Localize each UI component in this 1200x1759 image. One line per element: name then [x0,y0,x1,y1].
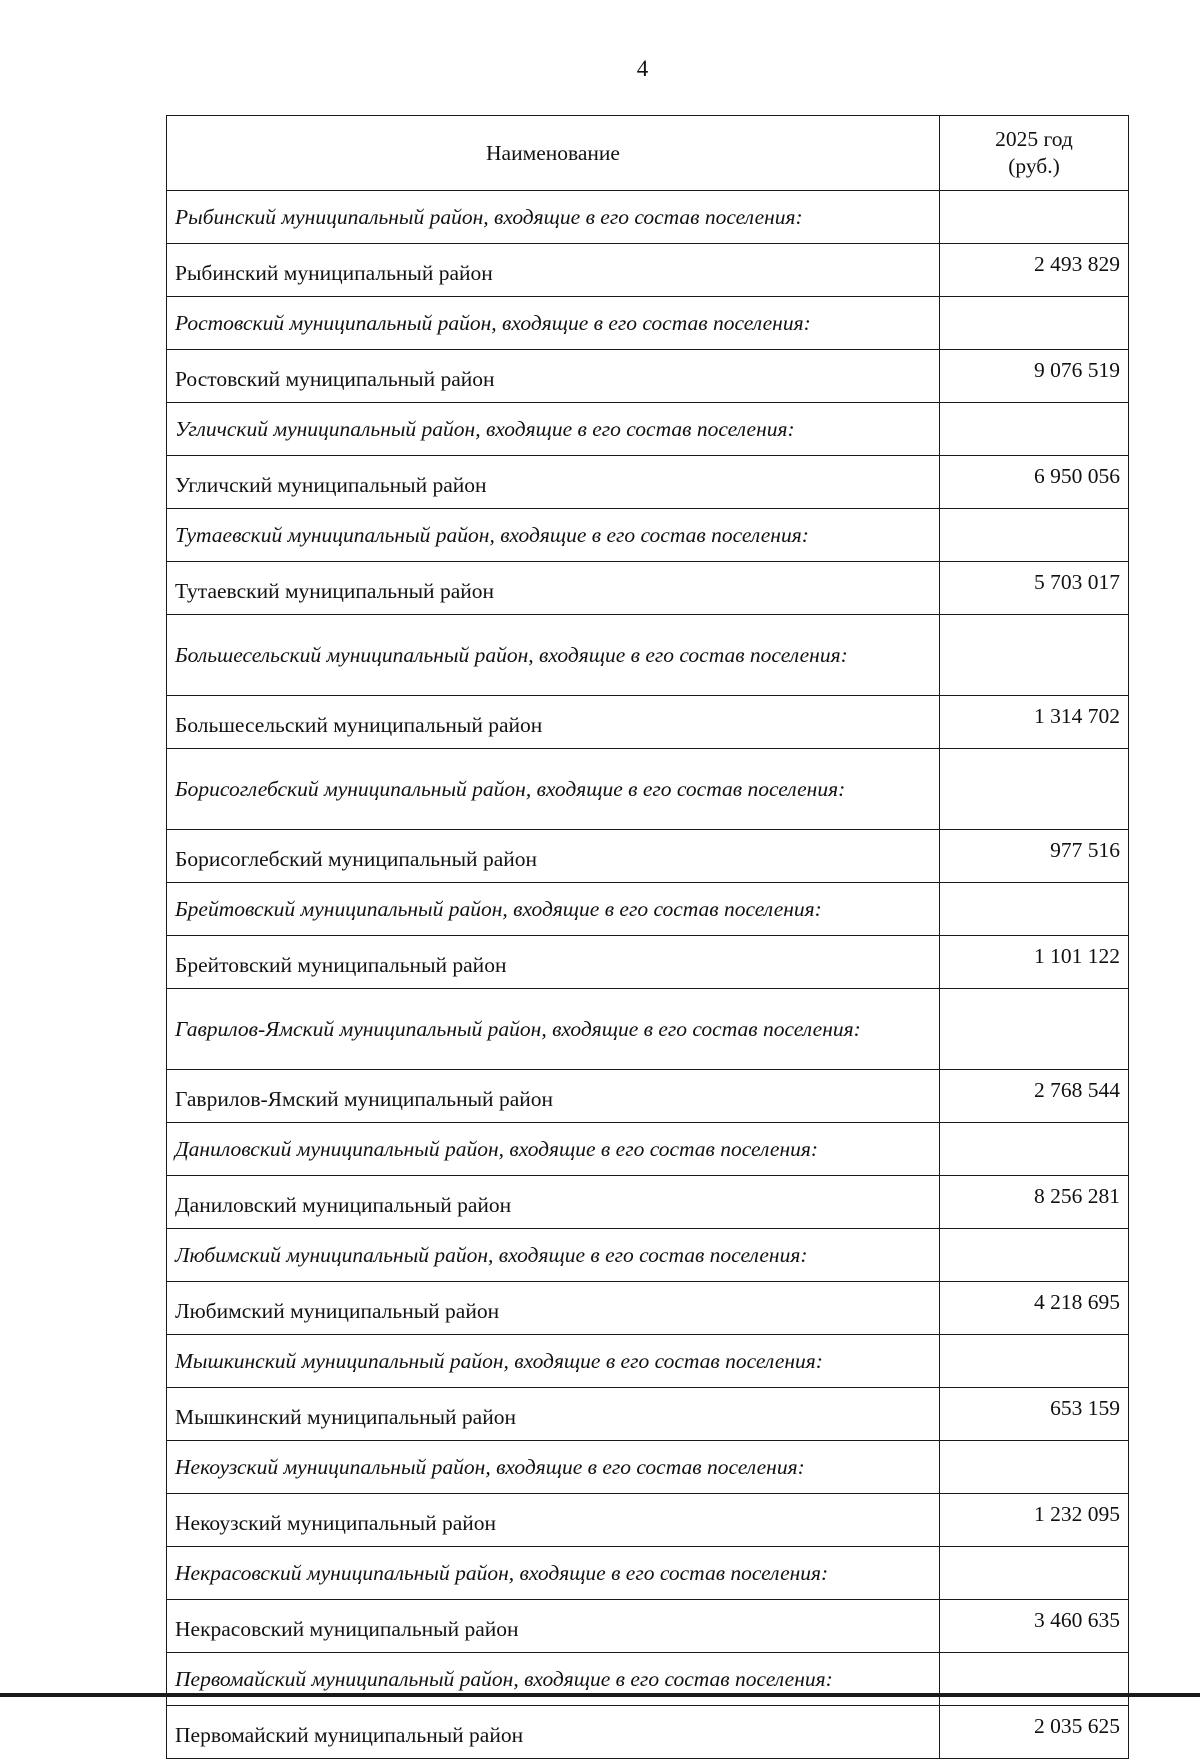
district-name-cell: Борисоглебский муниципальный район [167,830,940,883]
amount-cell: 3 460 635 [940,1600,1129,1653]
amount-cell: 8 256 281 [940,1176,1129,1229]
table-row-group [167,1229,1129,1282]
table-row-group [167,615,1129,696]
table-row-district [167,830,1129,883]
table-row-district [167,562,1129,615]
budget-table [166,115,1129,1759]
table-row-district [167,1706,1129,1759]
amount-cell [940,403,1129,456]
district-name-cell: Угличский муниципальный район [167,456,940,509]
amount-cell [940,615,1129,696]
group-heading-cell: Некрасовский муниципальный район, входящие в его состав поселения: [167,1547,940,1600]
group-heading-cell: Любимский муниципальный район, входящие в его состав поселения: [167,1229,940,1282]
amount-cell: 9 076 519 [940,350,1129,403]
group-heading-cell: Некоузский муниципальный район, входящие в его состав поселения: [167,1441,940,1494]
amount-cell [940,297,1129,350]
amount-cell: 4 218 695 [940,1282,1129,1335]
table-row-group [167,191,1129,244]
district-name-cell: Рыбинский муниципальный район [167,244,940,297]
header-unit: (руб.) [1008,154,1060,178]
amount-cell: 1 101 122 [940,936,1129,989]
district-name-cell: Большесельский муниципальный район [167,696,940,749]
header-name: Наименование [167,116,940,191]
amount-cell [940,749,1129,830]
amount-cell: 1 314 702 [940,696,1129,749]
group-heading-cell: Борисоглебский муниципальный район, входящие в его состав поселения: [167,749,940,830]
group-heading-cell: Ростовский муниципальный район, входящие в его состав поселения: [167,297,940,350]
district-name-cell: Первомайский муниципальный район [167,1706,940,1759]
table-row-group [167,297,1129,350]
header-year: 2025 год [995,127,1073,151]
amount-cell: 2 768 544 [940,1070,1129,1123]
amount-cell: 2 035 625 [940,1706,1129,1759]
amount-cell [940,989,1129,1070]
table-row-group [167,1547,1129,1600]
table-row-district [167,350,1129,403]
district-name-cell: Любимский муниципальный район [167,1282,940,1335]
district-name-cell: Мышкинский муниципальный район [167,1388,940,1441]
page-number: 4 [636,56,649,81]
table-header-row [167,116,1129,191]
group-heading-cell: Первомайский муниципальный район, входящие в его состав поселения: [167,1653,940,1706]
table-row-district [167,1070,1129,1123]
amount-cell: 2 493 829 [940,244,1129,297]
table-row-district [167,1176,1129,1229]
amount-cell: 1 232 095 [940,1494,1129,1547]
table-row-district [167,1600,1129,1653]
table-row-group [167,989,1129,1070]
amount-cell [940,1653,1129,1706]
district-name-cell: Некрасовский муниципальный район [167,1600,940,1653]
district-name-cell: Тутаевский муниципальный район [167,562,940,615]
group-heading-cell: Мышкинский муниципальный район, входящие в его состав поселения: [167,1335,940,1388]
district-name-cell: Гаврилов-Ямский муниципальный район [167,1070,940,1123]
table-row-district [167,456,1129,509]
amount-cell [940,883,1129,936]
scan-edge [0,1693,1200,1697]
table-row-group [167,749,1129,830]
table-body [167,191,1129,1759]
group-heading-cell: Большесельский муниципальный район, входящие в его состав поселения: [167,615,940,696]
table-row-district [167,1282,1129,1335]
amount-cell: 653 159 [940,1388,1129,1441]
district-name-cell: Некоузский муниципальный район [167,1494,940,1547]
table-row-group [167,1441,1129,1494]
table-row-district [167,1388,1129,1441]
amount-cell [940,1335,1129,1388]
table-row-group [167,1123,1129,1176]
table-row-group [167,1335,1129,1388]
amount-cell [940,509,1129,562]
amount-cell [940,191,1129,244]
amount-cell: 977 516 [940,830,1129,883]
table-row-district [167,936,1129,989]
district-name-cell: Ростовский муниципальный район [167,350,940,403]
header-amount [940,116,1129,191]
table-row-district [167,1494,1129,1547]
table-row-group [167,1653,1129,1706]
table-row-group [167,403,1129,456]
group-heading-cell: Угличский муниципальный район, входящие в его состав поселения: [167,403,940,456]
group-heading-cell: Рыбинский муниципальный район, входящие в его состав поселения: [167,191,940,244]
table-row-district [167,696,1129,749]
district-name-cell: Брейтовский муниципальный район [167,936,940,989]
amount-cell: 6 950 056 [940,456,1129,509]
group-heading-cell: Брейтовский муниципальный район, входящие в его состав поселения: [167,883,940,936]
table-row-district [167,244,1129,297]
district-name-cell: Даниловский муниципальный район [167,1176,940,1229]
table-row-group [167,883,1129,936]
group-heading-cell: Тутаевский муниципальный район, входящие в его состав поселения: [167,509,940,562]
table-row-group [167,509,1129,562]
group-heading-cell: Даниловский муниципальный район, входящие в его состав поселения: [167,1123,940,1176]
amount-cell: 5 703 017 [940,562,1129,615]
group-heading-cell: Гаврилов-Ямский муниципальный район, входящие в его состав поселения: [167,989,940,1070]
amount-cell [940,1123,1129,1176]
amount-cell [940,1229,1129,1282]
amount-cell [940,1547,1129,1600]
amount-cell [940,1441,1129,1494]
